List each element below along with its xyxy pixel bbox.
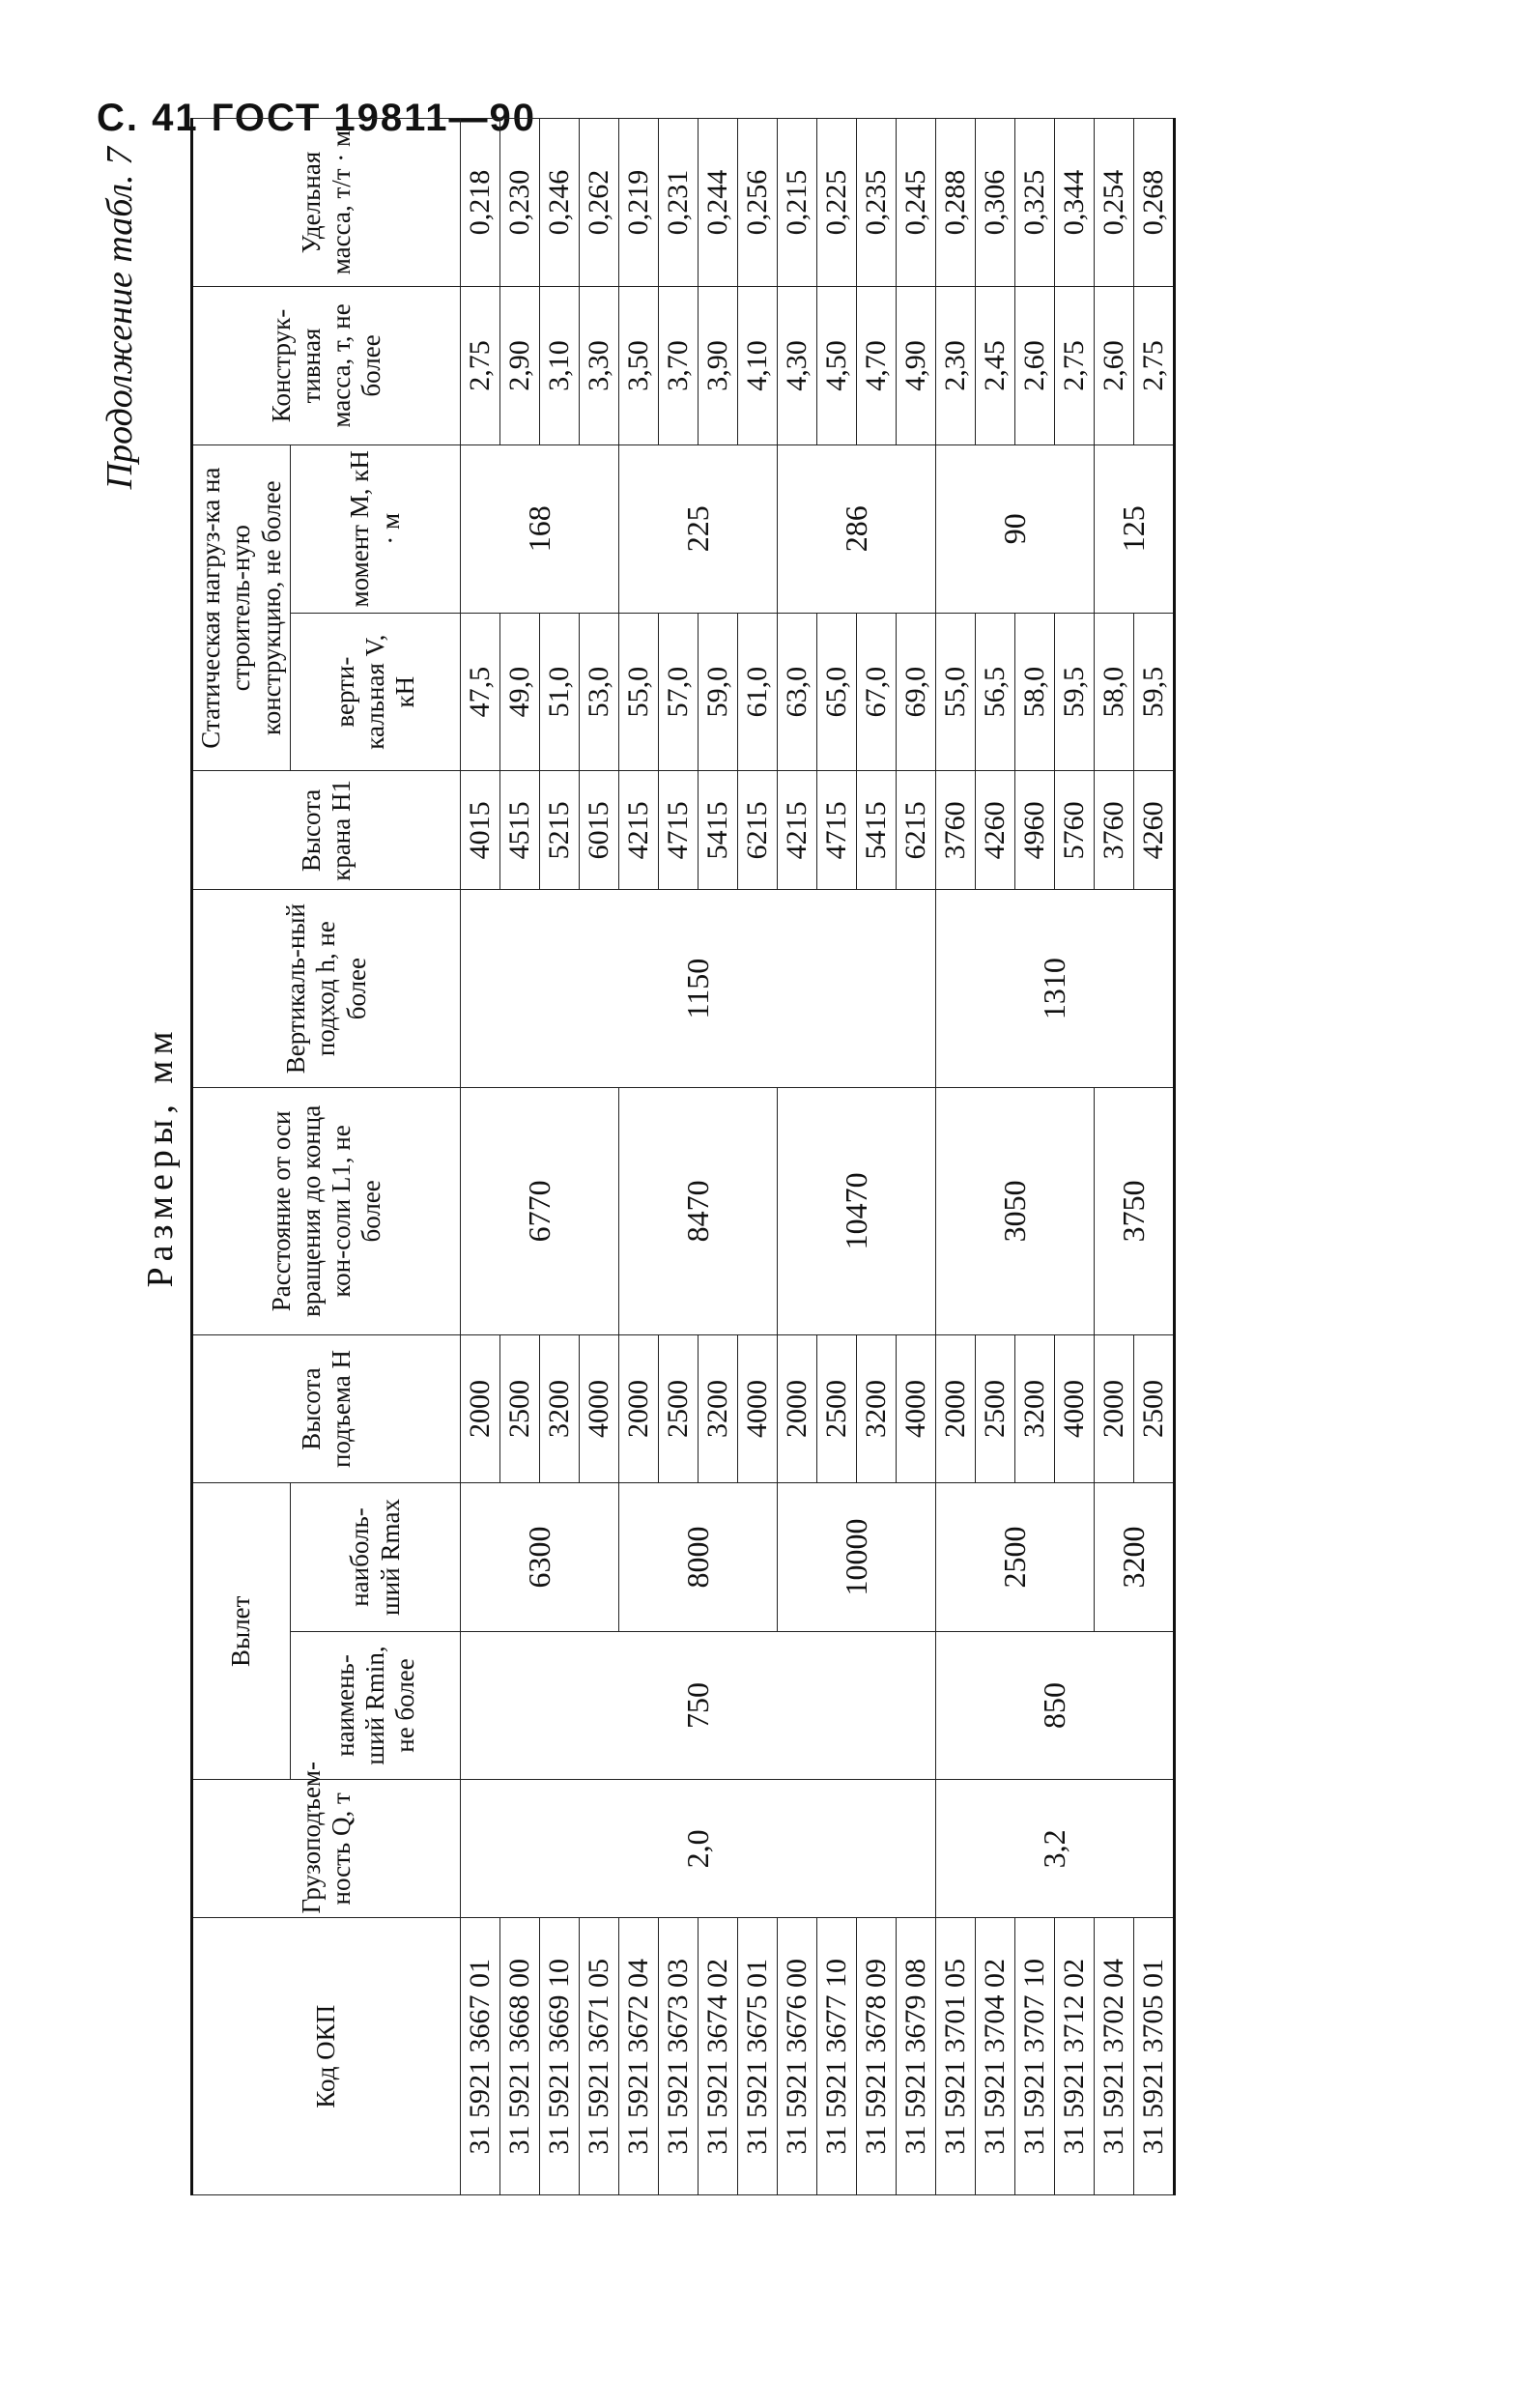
crane-height-cell: 4715: [817, 771, 857, 890]
specific-mass-cell: 0,344: [1055, 119, 1095, 287]
specific-mass-cell: 0,244: [699, 119, 738, 287]
capacity-group-cell: 3,2: [936, 1780, 1175, 1918]
specific-mass-cell: 0,306: [976, 119, 1015, 287]
okp-code-cell: 31 5921 3668 00: [500, 1918, 540, 2195]
vertical-load-cell: 51,0: [540, 613, 580, 771]
lift-height-cell: 2000: [1095, 1334, 1134, 1482]
specific-mass-cell: 0,262: [580, 119, 619, 287]
lift-height-cell: 3200: [540, 1334, 580, 1482]
mass-cell: 4,70: [857, 287, 897, 445]
okp-code-cell: 31 5921 3678 09: [857, 1918, 897, 2195]
okp-code-cell: 31 5921 3674 02: [699, 1918, 738, 2195]
rmax-group-cell: 6300: [461, 1483, 619, 1631]
rmax-group-cell: 2500: [936, 1483, 1095, 1631]
lift-height-cell: 3200: [857, 1334, 897, 1482]
moment-group-cell: 125: [1095, 444, 1175, 613]
specific-mass-cell: 0,325: [1015, 119, 1055, 287]
okp-code-cell: 31 5921 3704 02: [976, 1918, 1015, 2195]
distance-group-cell: 3750: [1095, 1087, 1175, 1334]
crane-height-cell: 4215: [778, 771, 817, 890]
crane-height-cell: 6215: [897, 771, 936, 890]
vertical-load-cell: 55,0: [936, 613, 976, 771]
crane-height-cell: 4515: [500, 771, 540, 890]
lift-height-cell: 2500: [1134, 1334, 1175, 1482]
vertical-load-cell: 58,0: [1095, 613, 1134, 771]
specs-table: [190, 118, 1176, 2195]
okp-code-cell: 31 5921 3677 10: [817, 1918, 857, 2195]
distance-group-cell: 10470: [778, 1087, 936, 1334]
mass-cell: 3,90: [699, 287, 738, 445]
header-rmin: наимень-ший Rmin, не более: [291, 1631, 461, 1779]
lift-height-cell: 2500: [500, 1334, 540, 1482]
vertical-load-cell: 59,5: [1134, 613, 1175, 771]
mass-cell: 2,45: [976, 287, 1015, 445]
okp-code-cell: 31 5921 3707 10: [1015, 1918, 1055, 2195]
rmin-group-cell: 850: [936, 1631, 1175, 1779]
header-moment: момент M, кН · м: [291, 444, 461, 613]
crane-height-cell: 5415: [699, 771, 738, 890]
mass-cell: 3,70: [659, 287, 699, 445]
moment-group-cell: 90: [936, 444, 1095, 613]
okp-code-cell: 31 5921 3669 10: [540, 1918, 580, 2195]
continuation-label: Продолжение табл. 7: [100, 147, 140, 490]
okp-code-cell: 31 5921 3705 01: [1134, 1918, 1175, 2195]
moment-group-cell: 168: [461, 444, 619, 613]
lift-height-cell: 3200: [699, 1334, 738, 1482]
header-lift-height: Высота подъема H: [192, 1334, 461, 1482]
okp-code-cell: 31 5921 3702 04: [1095, 1918, 1134, 2195]
vertical-load-cell: 69,0: [897, 613, 936, 771]
okp-code-cell: 31 5921 3667 01: [461, 1918, 500, 2195]
vertical-load-cell: 67,0: [857, 613, 897, 771]
crane-height-cell: 4215: [619, 771, 659, 890]
header-reach: Вылет: [192, 1483, 291, 1780]
crane-height-cell: 6215: [738, 771, 778, 890]
specific-mass-cell: 0,256: [738, 119, 778, 287]
okp-code-cell: 31 5921 3673 03: [659, 1918, 699, 2195]
okp-code-cell: 31 5921 3672 04: [619, 1918, 659, 2195]
rmax-group-cell: 10000: [778, 1483, 936, 1631]
vertical-load-cell: 59,5: [1055, 613, 1095, 771]
approach-group-cell: 1310: [936, 890, 1175, 1088]
vertical-load-cell: 59,0: [699, 613, 738, 771]
rotated-table-block: [99, 118, 1470, 2195]
specific-mass-cell: 0,218: [461, 119, 500, 287]
capacity-group-cell: 2,0: [461, 1780, 936, 1918]
vertical-load-cell: 63,0: [778, 613, 817, 771]
vertical-load-cell: 57,0: [659, 613, 699, 771]
vertical-load-cell: 47,5: [461, 613, 500, 771]
vertical-load-cell: 55,0: [619, 613, 659, 771]
vertical-load-cell: 58,0: [1015, 613, 1055, 771]
table-body: [461, 119, 1175, 2195]
page-title: С. 41 ГОСТ 19811—90: [97, 97, 536, 139]
header-capacity: Грузоподъем-ность Q, т: [192, 1780, 461, 1918]
rmin-group-cell: 750: [461, 1631, 936, 1779]
specific-mass-cell: 0,230: [500, 119, 540, 287]
vertical-load-cell: 65,0: [817, 613, 857, 771]
okp-code-cell: 31 5921 3676 00: [778, 1918, 817, 2195]
moment-group-cell: 286: [778, 444, 936, 613]
specific-mass-cell: 0,245: [897, 119, 936, 287]
approach-group-cell: 1150: [461, 890, 936, 1088]
specific-mass-cell: 0,246: [540, 119, 580, 287]
table-row: [936, 119, 976, 2195]
lift-height-cell: 2500: [659, 1334, 699, 1482]
table-row: [461, 119, 500, 2195]
mass-cell: 3,50: [619, 287, 659, 445]
header-okp: Код ОКП: [192, 1918, 461, 2195]
header-rmax: наиболь-ший Rmax: [291, 1483, 461, 1631]
header-approach: Вертикаль-ный подход h, не более: [192, 890, 461, 1088]
lift-height-cell: 2500: [817, 1334, 857, 1482]
crane-height-cell: 6015: [580, 771, 619, 890]
okp-code-cell: 31 5921 3679 08: [897, 1918, 936, 2195]
lift-height-cell: 3200: [1015, 1334, 1055, 1482]
specific-mass-cell: 0,219: [619, 119, 659, 287]
vertical-load-cell: 53,0: [580, 613, 619, 771]
mass-cell: 2,60: [1095, 287, 1134, 445]
okp-code-cell: 31 5921 3675 01: [738, 1918, 778, 2195]
specific-mass-cell: 0,254: [1095, 119, 1134, 287]
lift-height-cell: 2000: [461, 1334, 500, 1482]
lift-height-cell: 4000: [580, 1334, 619, 1482]
crane-height-cell: 3760: [936, 771, 976, 890]
okp-code-cell: 31 5921 3701 05: [936, 1918, 976, 2195]
header-static-load: Статическая нагруз-ка на строитель-ную конструкцию, не более: [192, 444, 291, 771]
specific-mass-cell: 0,225: [817, 119, 857, 287]
distance-group-cell: 6770: [461, 1087, 619, 1334]
distance-group-cell: 8470: [619, 1087, 778, 1334]
rmax-group-cell: 3200: [1095, 1483, 1175, 1631]
mass-cell: 4,10: [738, 287, 778, 445]
crane-height-cell: 4260: [1134, 771, 1175, 890]
mass-cell: 3,10: [540, 287, 580, 445]
crane-height-cell: 4715: [659, 771, 699, 890]
mass-cell: 2,75: [1134, 287, 1175, 445]
okp-code-cell: 31 5921 3671 05: [580, 1918, 619, 2195]
distance-group-cell: 3050: [936, 1087, 1095, 1334]
crane-height-cell: 4015: [461, 771, 500, 890]
header-vertical: верти-кальная V, кН: [291, 613, 461, 771]
lift-height-cell: 4000: [1055, 1334, 1095, 1482]
lift-height-cell: 2000: [619, 1334, 659, 1482]
vertical-load-cell: 56,5: [976, 613, 1015, 771]
mass-cell: 3,30: [580, 287, 619, 445]
mass-cell: 2,30: [936, 287, 976, 445]
specific-mass-cell: 0,215: [778, 119, 817, 287]
lift-height-cell: 2500: [976, 1334, 1015, 1482]
mass-cell: 2,75: [461, 287, 500, 445]
lift-height-cell: 2000: [936, 1334, 976, 1482]
vertical-load-cell: 49,0: [500, 613, 540, 771]
dimensions-caption: Размеры, мм: [140, 1025, 181, 1288]
mass-cell: 2,75: [1055, 287, 1095, 445]
mass-cell: 4,50: [817, 287, 857, 445]
header-specific-mass: Удельная масса, т/т · м: [192, 119, 461, 287]
header-mass: Конструк-тивная масса, т, не более: [192, 287, 461, 445]
specific-mass-cell: 0,235: [857, 119, 897, 287]
rmax-group-cell: 8000: [619, 1483, 778, 1631]
mass-cell: 4,90: [897, 287, 936, 445]
mass-cell: 2,90: [500, 287, 540, 445]
okp-code-cell: 31 5921 3712 02: [1055, 1918, 1095, 2195]
vertical-load-cell: 61,0: [738, 613, 778, 771]
moment-group-cell: 225: [619, 444, 778, 613]
lift-height-cell: 4000: [897, 1334, 936, 1482]
crane-height-cell: 3760: [1095, 771, 1134, 890]
crane-height-cell: 5760: [1055, 771, 1095, 890]
lift-height-cell: 4000: [738, 1334, 778, 1482]
specific-mass-cell: 0,231: [659, 119, 699, 287]
specific-mass-cell: 0,268: [1134, 119, 1175, 287]
crane-height-cell: 5215: [540, 771, 580, 890]
crane-height-cell: 5415: [857, 771, 897, 890]
header-distance: Расстояние от оси вращения до конца кон-соли L1, не более: [192, 1087, 461, 1334]
mass-cell: 4,30: [778, 287, 817, 445]
header-crane-height: Высота крана H1: [192, 771, 461, 890]
mass-cell: 2,60: [1015, 287, 1055, 445]
crane-height-cell: 4960: [1015, 771, 1055, 890]
lift-height-cell: 2000: [778, 1334, 817, 1482]
crane-height-cell: 4260: [976, 771, 1015, 890]
specific-mass-cell: 0,288: [936, 119, 976, 287]
